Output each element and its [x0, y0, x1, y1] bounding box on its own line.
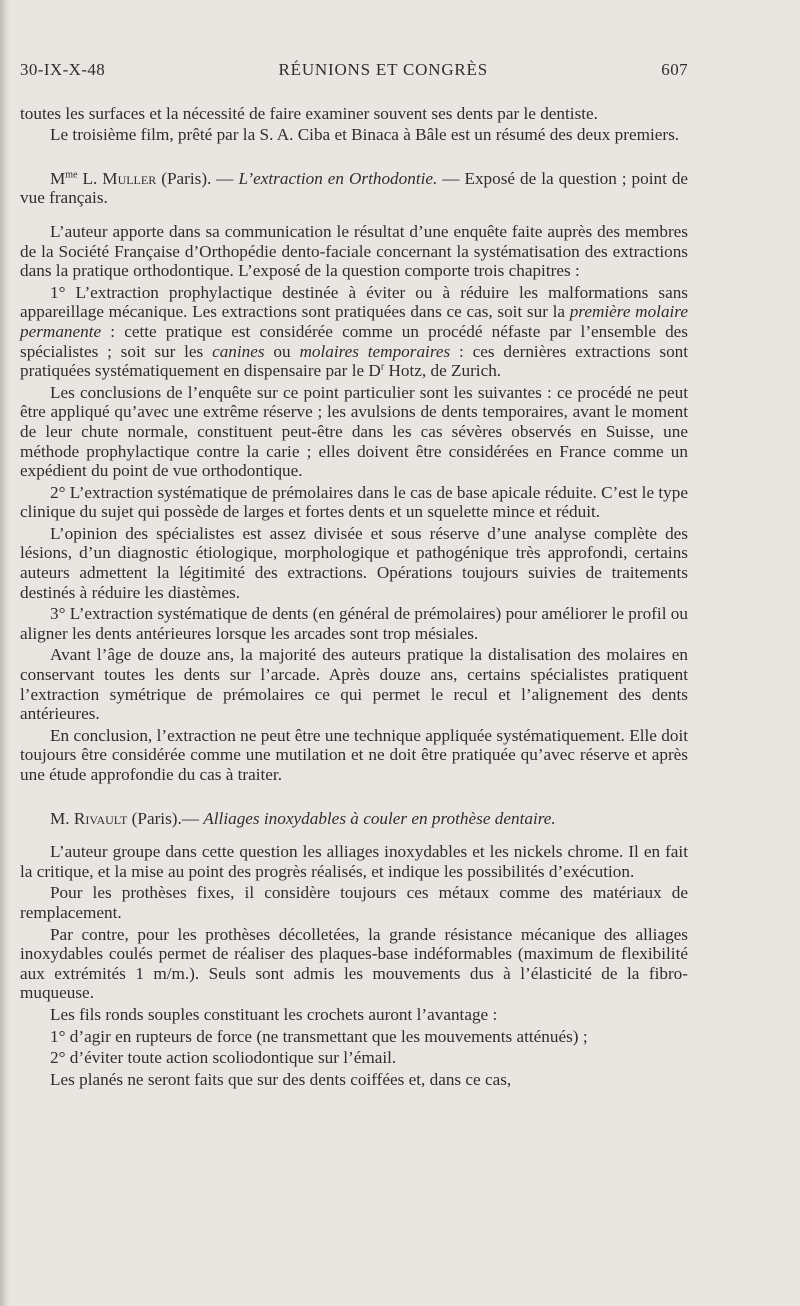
chapter-one-text-g: : ces dernières extractions sont pratiquées systématiquement en dispensaire par le D: [20, 341, 689, 381]
paragraph-chapter-three: 3° L’extraction systématique de dents (en général de prémolaires) pour améliorer le profil ou aligner les dents antérieures lorsque les arcades sont trop mésiales.: [20, 604, 688, 643]
paragraph-chapter-one: [20, 283, 688, 381]
paragraph-continuation: toutes les surfaces et la nécessité de faire examiner souvent ses dents par le dentiste.: [20, 103, 598, 123]
paragraph-opinion: L’opinion des spécialistes est assez divisée et sous réserve d’une analyse complète des lésions, d’un diagnostic étiologique, morphologique et pathogénique très approfondi, certains auteurs admettent la légitimité des extractions. Opérations toujours suivies de traitements destinés à réduire les diastèmes.: [20, 523, 688, 602]
paragraph-conclusion: En conclusion, l’extraction ne peut être une technique appliquée systématiquement. Elle doit toujours être considérée comme une mutilation et ne doit être pratiquée qu’avec réserve et après une étude approfondie du cas à traiter.: [20, 725, 688, 784]
chapter-one-italic-canines: canines: [212, 341, 265, 361]
rivault-topic: Alliages inoxydables à couler en prothèse dentaire.: [203, 808, 556, 828]
paragraph-fixed-prostheses: Pour les prothèses fixes, il considère toujours ces métaux comme des matériaux de remplacement.: [20, 883, 688, 922]
paragraph-chapter-two: 2° L’extraction systématique de prémolaires dans le cas de base apicale réduite. C’est le type clinique du sujet qui possède de larges et fortes dents et un squelette mince et réduit.: [20, 482, 688, 522]
muller-initial: L.: [82, 168, 98, 188]
chapter-one-sup: r: [380, 361, 385, 373]
muller-title-sup: me: [65, 169, 78, 181]
rivault-name: Rivault: [73, 808, 128, 828]
paragraph-advantage-two: 2° d’éviter toute action scoliodontique sur l’émail.: [50, 1048, 397, 1068]
section-heading-rivault: [20, 809, 688, 829]
muller-title: M: [50, 168, 66, 188]
paragraph-planes: Les planés ne seront faits que sur des dents coiffées et, dans ce cas,: [50, 1069, 512, 1089]
paragraph-third-film: Le troisième film, prêté par la S. A. Ciba et Binaca à Bâle est un résumé des deux premiers.: [50, 125, 680, 145]
paragraph-round-wires: Les fils ronds souples constituant les crochets auront l’avantage :: [50, 1004, 498, 1024]
document-page: [20, 60, 688, 1089]
muller-rest: — Exposé de la question ; point de vue français.: [20, 168, 689, 208]
chapter-one-italic-temp-molars: molaires temporaires: [299, 341, 451, 361]
header-title: RÉUNIONS ET CONGRÈS: [278, 60, 488, 79]
page-number: 607: [661, 60, 688, 79]
section-heading-muller: [20, 169, 688, 208]
muller-name: Muller: [102, 168, 157, 188]
paragraph-conclusions-one: Les conclusions de l’enquête sur ce point particulier sont les suivantes : ce procédé ne peut être appliqué qu’avec une extrême réserve ; les avulsions de dents temporaires, avant le moment de leur chute normale, constituent peut-être dans les cas sévères observés en Suisse, une méthode prophylactique contre la carie ; elles doivent être considérées en France comme un expédient du point de vue orthodontique.: [20, 382, 688, 481]
chapter-one-italic-molar: première molaire permanente: [20, 302, 688, 341]
chapter-one-text-a: 1° L’extraction prophylactique destinée à éviter ou à réduire les malformations sans appareillage mécanique. Les extractions sont pratiquées dans ce cas, soit sur la: [20, 282, 688, 322]
paragraph-cut-prostheses: Par contre, pour les prothèses décolletées, la grande résistance mécanique des alliages inoxydables coulés permet de réaliser des plaques-base indéformables (maximum de flexibilité aux extrémités 1 m/m.). Seuls sont admis les mouvements dus à l’élasticité de la fibro-muqueuse.: [20, 924, 688, 1003]
running-header: [20, 60, 688, 80]
chapter-one-text-e: ou: [273, 341, 291, 361]
paragraph-age: Avant l’âge de douze ans, la majorité des auteurs pratique la distalisation des molaires en conservant toutes les dents sur l’arcade. Après douze ans, certains spécialistes pratiquent l’extraction symétrique de prémolaires ce qui permet le recul et l’alignement des dents antérieures.: [20, 645, 688, 724]
muller-city: (Paris). —: [161, 168, 234, 188]
paragraph-muller-intro: L’auteur apporte dans sa communication le résultat d’une enquête faite auprès des membres de la Société Française d’Orthopédie dento-faciale concernant la systématisation des extractions dans la pratique orthodontique. L’exposé de la question comporte trois chapitres :: [20, 221, 688, 281]
muller-topic: L’extraction en Orthodontie.: [238, 168, 438, 188]
paragraph-advantage-one: 1° d’agir en rupteurs de force (ne transmettant que les mouvements atténués) ;: [50, 1026, 588, 1046]
header-date: 30-IX-X-48: [20, 60, 106, 79]
rivault-title: M.: [50, 808, 70, 828]
chapter-one-text-i: Hotz, de Zurich.: [388, 361, 502, 381]
rivault-city: (Paris).—: [131, 808, 199, 828]
paragraph-rivault-intro: L’auteur groupe dans cette question les alliages inoxydables et les nickels chrome. Il en fait la critique, et la mise au point des progrès réalisés, et indique les possibilités d’exécution.: [20, 842, 688, 881]
chapter-one-text-c: : cette pratique est considérée comme un procédé néfaste par l’ensemble des spécialistes ; soit sur les: [20, 321, 688, 361]
page-binding-edge: [0, 0, 10, 1306]
